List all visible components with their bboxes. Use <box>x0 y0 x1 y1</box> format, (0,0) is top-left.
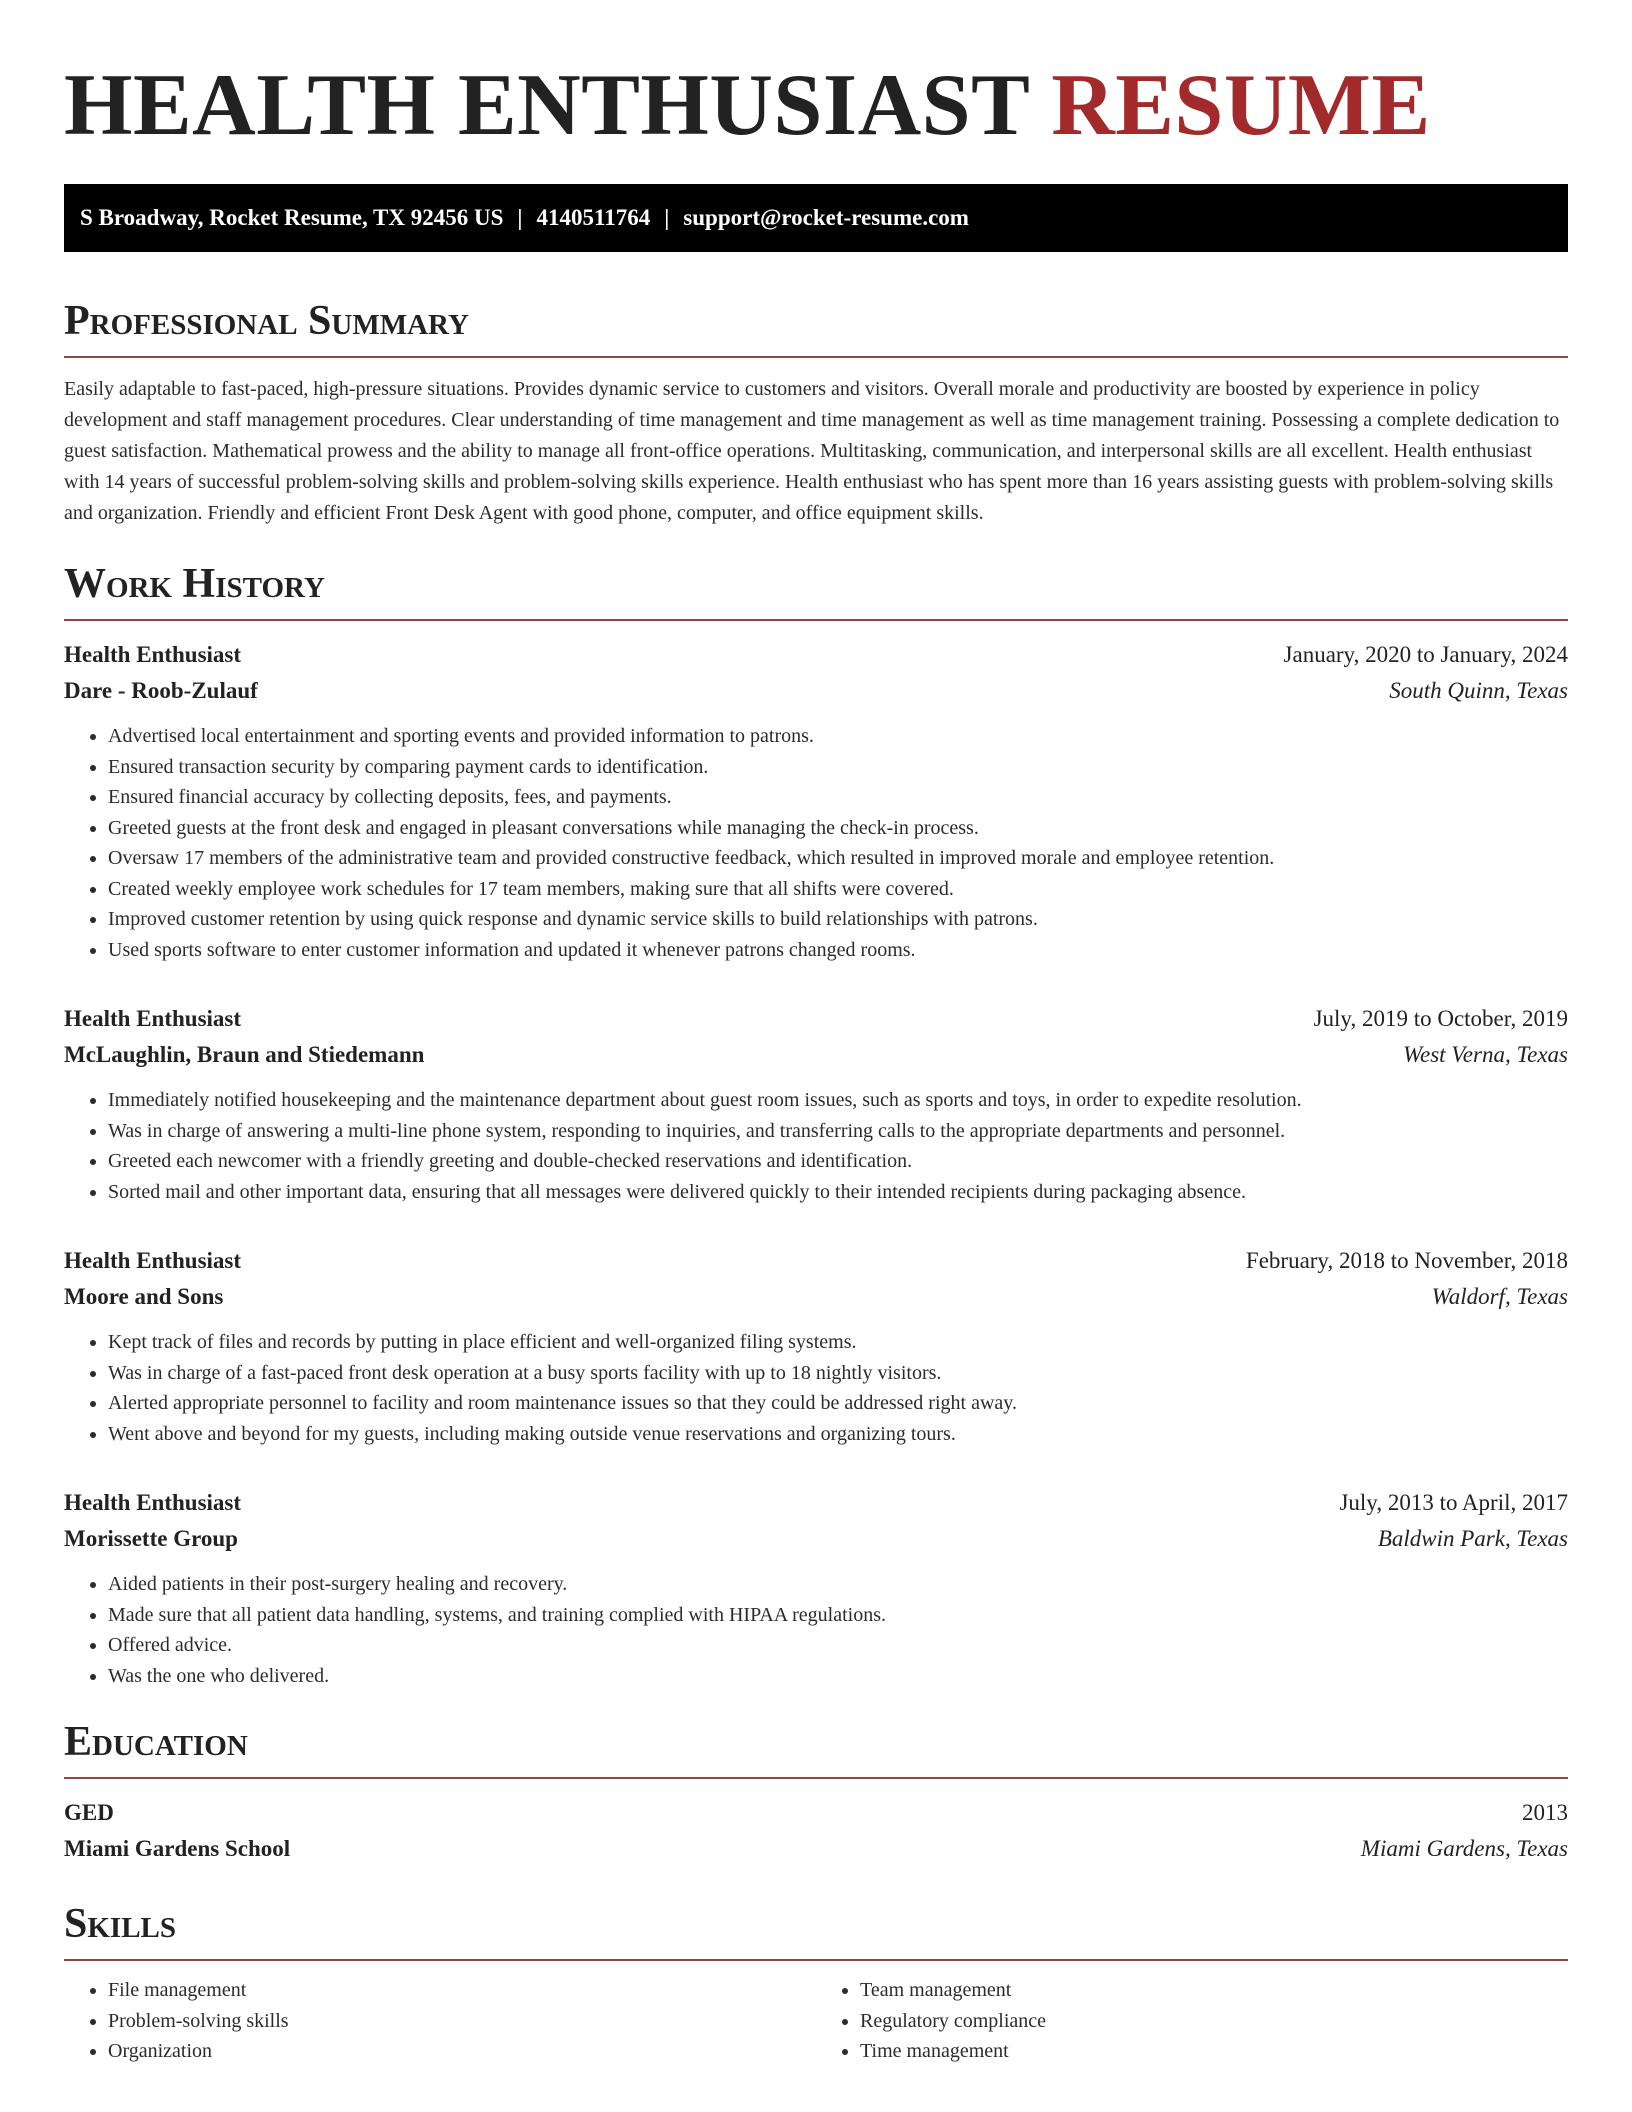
professional-summary-section <box>64 300 1568 529</box>
job-company-row <box>64 1037 1568 1073</box>
job-title: Health Enthusiast <box>64 1490 242 1515</box>
skills-list-right <box>816 1975 1568 2067</box>
job-company: Dare - Roob-Zulauf <box>64 678 258 703</box>
skills-column-right <box>816 1975 1568 2067</box>
job-title: Health Enthusiast <box>64 642 242 667</box>
contact-email[interactable]: support@rocket-resume.com <box>683 205 969 230</box>
list-item: • Time management <box>860 2036 1568 2067</box>
section-heading-education: Education <box>64 1721 1568 1779</box>
job-location: Waldorf, Texas <box>1431 1284 1568 1309</box>
education-degree-row <box>64 1795 1568 1831</box>
list-item: • Greeted guests at the front desk and engaged in pleasant conversations while managing the check-in process. <box>108 813 1568 844</box>
contact-address: S Broadway, Rocket Resume, TX 92456 US <box>80 205 504 230</box>
skills-section <box>64 1903 1568 2067</box>
list-item: • Ensured transaction security by comparing payment cards to identification. <box>108 752 1568 783</box>
education-school-row <box>64 1831 1568 1867</box>
job-header-row <box>64 1485 1568 1521</box>
list-item: • Made sure that all patient data handling, systems, and training complied with HIPAA regulations. <box>108 1600 1568 1631</box>
list-item: • File management <box>108 1975 816 2006</box>
list-item: • Created weekly employee work schedules for 17 team members, making sure that all shifts were covered. <box>108 874 1568 905</box>
list-item: • Regulatory compliance <box>860 2006 1568 2037</box>
job-location: West Verna, Texas <box>1402 1042 1568 1067</box>
list-item: • Immediately notified housekeeping and the maintenance department about guest room issues, such as sports and toys, in order to expedite resolution. <box>108 1085 1568 1116</box>
job-dates: January, 2020 to January, 2024 <box>1283 642 1568 667</box>
job-header-row <box>64 1001 1568 1037</box>
job-dates: July, 2013 to April, 2017 <box>1339 1490 1568 1515</box>
job-company-row <box>64 673 1568 709</box>
list-item: • Advertised local entertainment and sporting events and provided information to patrons. <box>108 721 1568 752</box>
title-accent: RESUME <box>1051 57 1431 154</box>
list-item: • Greeted each newcomer with a friendly greeting and double-checked reservations and identification. <box>108 1146 1568 1177</box>
job-title: Health Enthusiast <box>64 1248 242 1273</box>
education-school: Miami Gardens School <box>64 1836 291 1861</box>
resume-title <box>64 57 1568 154</box>
education-location: Miami Gardens, Texas <box>1360 1836 1568 1861</box>
contact-separator: | <box>517 205 523 230</box>
list-item: • Was in charge of answering a multi-line phone system, responding to inquiries, and transferring calls to the appropriate departments and personnel. <box>108 1116 1568 1147</box>
contact-bar <box>64 184 1568 252</box>
job-company-row <box>64 1279 1568 1315</box>
job-header-row <box>64 1243 1568 1279</box>
list-item: • Improved customer retention by using quick response and dynamic service skills to build relationships with patrons. <box>108 904 1568 935</box>
job-entry <box>64 1243 1568 1449</box>
job-company-row <box>64 1521 1568 1557</box>
list-item: • Was in charge of a fast-paced front desk operation at a busy sports facility with up to 18 nightly visitors. <box>108 1358 1568 1389</box>
job-entry <box>64 1001 1568 1207</box>
job-location: Baldwin Park, Texas <box>1377 1526 1568 1551</box>
skills-column-left <box>64 1975 816 2067</box>
contact-phone[interactable]: 4140511764 <box>536 205 651 230</box>
job-bullets <box>64 1569 1568 1691</box>
list-item: • Organization <box>108 2036 816 2067</box>
section-heading-work-history: Work History <box>64 563 1568 621</box>
section-heading-summary: Professional Summary <box>64 300 1568 358</box>
list-item: • Used sports software to enter customer information and updated it whenever patrons changed rooms. <box>108 935 1568 966</box>
job-entry <box>64 1485 1568 1691</box>
education-section <box>64 1721 1568 1867</box>
work-history-section <box>64 563 1568 1691</box>
list-item: • Sorted mail and other important data, ensuring that all messages were delivered quickly to their intended recipients during packaging absence. <box>108 1177 1568 1208</box>
education-degree: GED <box>64 1800 114 1825</box>
skills-grid <box>64 1975 1568 2067</box>
education-year: 2013 <box>1522 1800 1568 1825</box>
list-item: • Problem-solving skills <box>108 2006 816 2037</box>
list-item: • Went above and beyond for my guests, including making outside venue reservations and organizing tours. <box>108 1419 1568 1450</box>
job-company: Moore and Sons <box>64 1284 224 1309</box>
education-entry <box>64 1795 1568 1867</box>
list-item: • Oversaw 17 members of the administrative team and provided constructive feedback, which resulted in improved morale and employee retention. <box>108 843 1568 874</box>
contact-separator: | <box>664 205 670 230</box>
job-location: South Quinn, Texas <box>1389 678 1568 703</box>
job-bullets <box>64 1327 1568 1449</box>
job-entry <box>64 637 1568 965</box>
list-item: • Was the one who delivered. <box>108 1661 1568 1692</box>
section-heading-skills: Skills <box>64 1903 1568 1961</box>
job-company: Morissette Group <box>64 1526 238 1551</box>
job-dates: July, 2019 to October, 2019 <box>1313 1006 1568 1031</box>
job-company: McLaughlin, Braun and Stiedemann <box>64 1042 425 1067</box>
skills-list-left <box>64 1975 816 2067</box>
job-dates: February, 2018 to November, 2018 <box>1245 1248 1568 1273</box>
job-header-row <box>64 637 1568 673</box>
list-item: • Team management <box>860 1975 1568 2006</box>
list-item: • Aided patients in their post-surgery healing and recovery. <box>108 1569 1568 1600</box>
summary-text: Easily adaptable to fast-paced, high-pressure situations. Provides dynamic service to customers and visitors. Overall morale and productivity are boosted by experience in policy development and staff management procedures. Clear understanding of time management and time management as well as time management training. Possessing a complete dedication to guest satisfaction. Mathematical prowess and the ability to manage all front-office operations. Multitasking, communication, and interpersonal skills are all excellent. Health enthusiast with 14 years of successful problem-solving skills and problem-solving skills experience. Health enthusiast who has spent more than 16 years assisting guests with problem-solving skills and organization. Friendly and efficient Front Desk Agent with good phone, computer, and office equipment skills. <box>64 378 1560 524</box>
list-item: • Offered advice. <box>108 1630 1568 1661</box>
job-bullets <box>64 1085 1568 1207</box>
job-bullets <box>64 721 1568 965</box>
list-item: • Alerted appropriate personnel to facility and room maintenance issues so that they could be addressed right away. <box>108 1388 1568 1419</box>
list-item: • Ensured financial accuracy by collecting deposits, fees, and payments. <box>108 782 1568 813</box>
job-title: Health Enthusiast <box>64 1006 242 1031</box>
title-main: HEALTH ENTHUSIAST <box>64 57 1029 154</box>
list-item: • Kept track of files and records by putting in place efficient and well-organized filing systems. <box>108 1327 1568 1358</box>
